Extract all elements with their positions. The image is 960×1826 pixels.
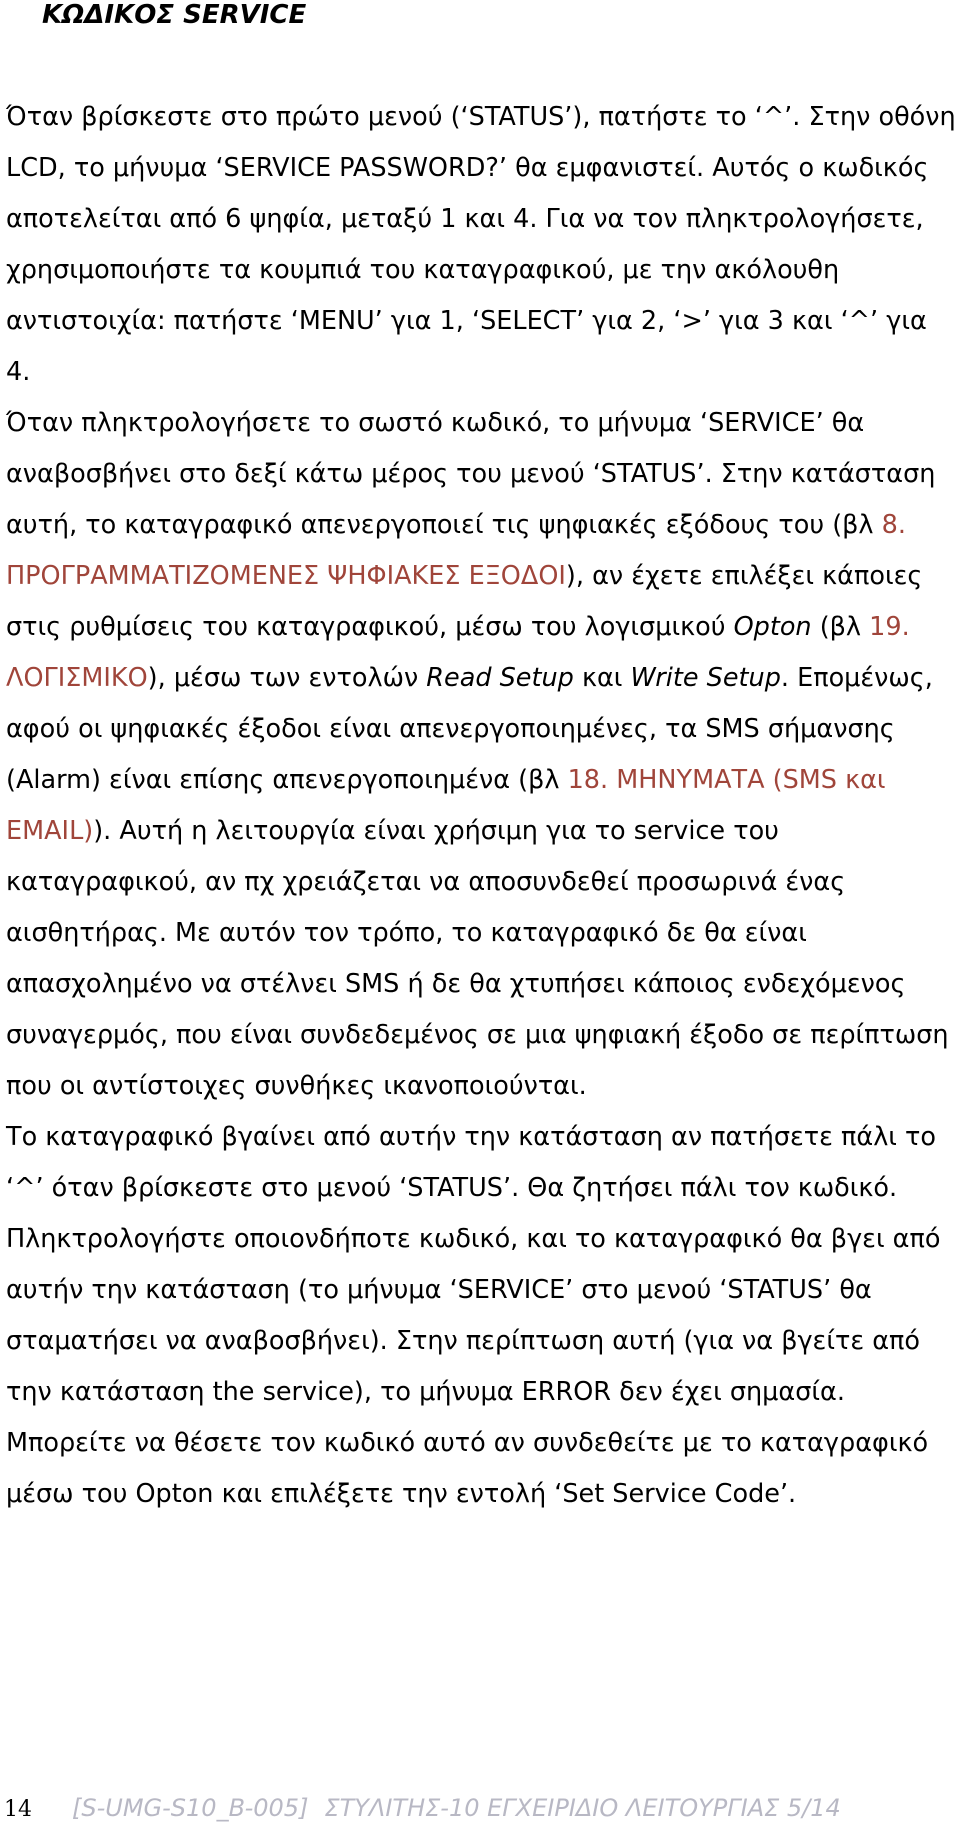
link-messages[interactable]: 18. ΜΗΝΥΜΑΤΑ (SMS και EMAIL) [6,765,886,846]
text-run: ). Αυτή η λειτουργία είναι χρήσιμη για το service του καταγραφικού, αν πχ χρειάζεται να αποσυνδεθεί προσωρινά ένας αισθητήρας. Με αυτόν τον τρόπο, το καταγραφικό δε θα είναι απασχολημένο να στέλνει SMS ή δε θα χτυπήσει κάποιος ενδεχόμενος συναγερμός, που είναι συνδεδεμένος σε μια ψηφιακή έξοδο σε περίπτωση που οι αντίστοιχες συνθήκες ικανοποιούνται. [6,816,949,1101]
emphasis-read-setup: Read Setup [426,663,574,693]
emphasis-write-setup: Write Setup [630,663,781,693]
page-footer [4,1794,954,1825]
paragraph-service-password: Όταν βρίσκεστε στο πρώτο μενού (‘STATUS’), πατήστε το ‘^’. Στην οθόνη LCD, το μήνυμα ‘SERVICE PASSWORD?’ θα εμφανιστεί. Αυτός ο κωδικός αποτελείται από 6 ψηφία, μεταξύ 1 και 4. Για να τον πληκτρολογήσετε, χρησιμοποιήστε τα κουμπιά του καταγραφικού, με την ακόλουθη αντιστοιχία: πατήστε ‘MENU’ για 1, ‘SELECT’ για 2, ‘>’ για 3 και ‘^’ για 4. [6,102,956,387]
document-title: ΣΤΥΛΙΤΗΣ-10 ΕΓΧΕΙΡΙΔΙΟ ΛΕΙΤΟΥΡΓΙΑΣ 5/14 [324,1794,841,1822]
link-digital-outputs[interactable]: 8. ΠΡΟΓΡΑΜΜΑΤΙΖΟΜΕΝΕΣ ΨΗΦΙΑΚΕΣ ΕΞΟΔΟΙ [6,510,906,591]
link-software[interactable]: 19. ΛΟΓΙΣΜΙΚΟ [6,612,910,693]
text-run: . Επομένως, αφού οι ψηφιακές έξοδοι είναι απενεργοποιημένες, τα SMS σήμανσης (Alarm) είναι επίσης απενεργοποιημένα (βλ [6,663,933,795]
text-run: και [573,663,631,693]
emphasis-opton: Opton [733,612,812,642]
text-run: Όταν πληκτρολογήσετε το σωστό κωδικό, το μήνυμα ‘SERVICE’ θα αναβοσβήνει στο δεξί κάτω μέρος του μενού ‘STATUS’. Στην κατάσταση αυτή, το καταγραφικό απενεργοποιεί τις ψηφιακές εξόδους του (βλ [6,408,936,540]
text-run: (βλ [811,612,870,642]
text-run: ), μέσω των εντολών [147,663,427,693]
paragraph-service-mode [6,398,956,1112]
paragraph-set-code: Μπορείτε να θέσετε τον κωδικό αυτό αν συνδεθείτε με το καταγραφικό μέσω του Opton και επιλέξετε την εντολή ‘Set Service Code’. [6,1428,929,1509]
text-run: ), αν έχετε επιλέξει κάποιες στις ρυθμίσεις του καταγραφικού, μέσω του λογισμικού [6,561,923,642]
page-number: 14 [4,1797,32,1822]
paragraph-exit-service: Το καταγραφικό βγαίνει από αυτήν την κατάσταση αν πατήσετε πάλι το ‘^’ όταν βρίσκεστε στο μενού ‘STATUS’. Θα ζητήσει πάλι τον κωδικό. Πληκτρολογήστε οποιονδήποτε κωδικό, και το καταγραφικό θα βγει από αυτήν την κατάσταση (το μήνυμα ‘SERVICE’ στο μενού ‘STATUS’ θα σταματήσει να αναβοσβήνει). Στην περίπτωση αυτή (για να βγείτε από την κατάσταση the service), το μήνυμα ERROR δεν έχει σημασία. [6,1122,941,1407]
document-reference: [S-UMG-S10_B-005] [72,1794,309,1822]
body-text [6,92,956,1520]
section-heading: ΚΩΔΙΚΟΣ SERVICE [42,0,307,30]
